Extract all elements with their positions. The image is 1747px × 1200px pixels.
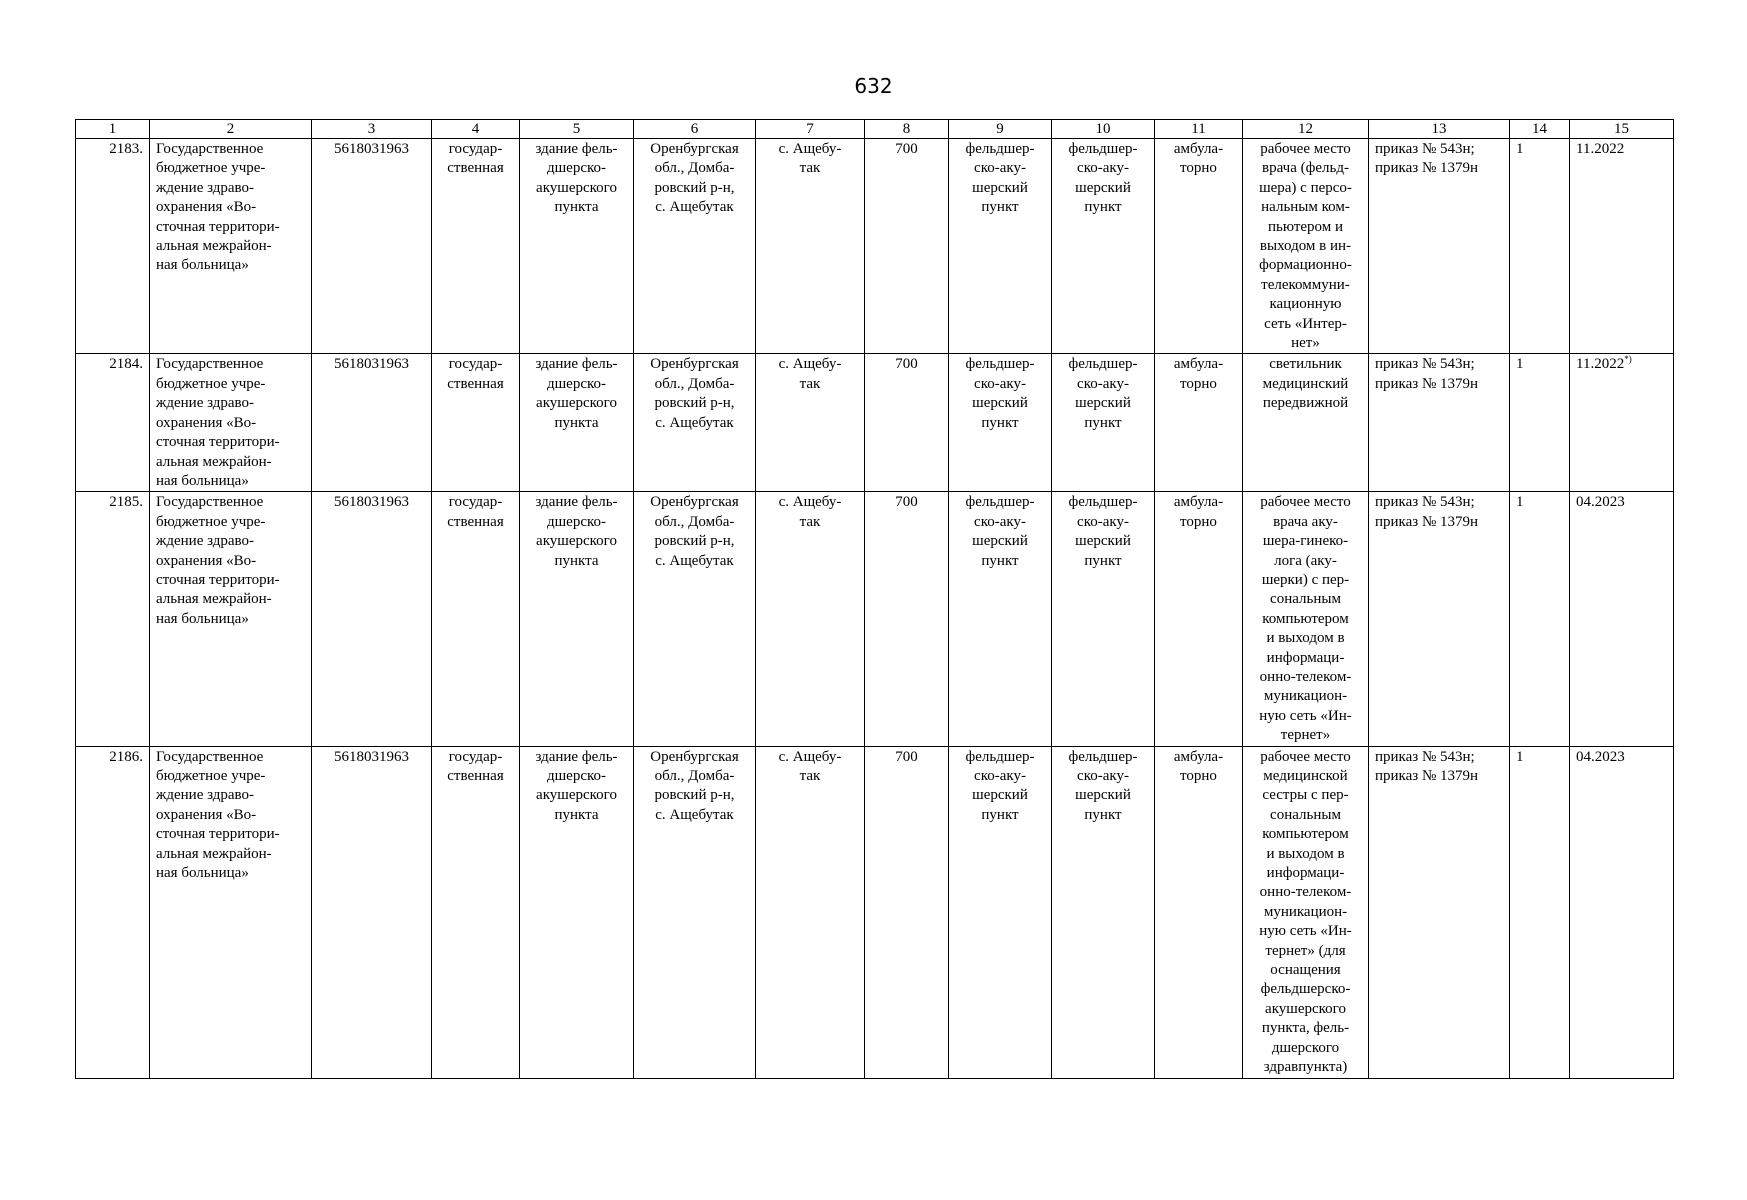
equipment-name-line: сестры с пер-: [1262, 787, 1349, 804]
organization-name-line: ная больница»: [156, 257, 249, 274]
address-line: Оренбургская: [650, 748, 739, 765]
column-number: 9: [949, 120, 1052, 139]
equipment-name-line: ную сеть «Ин-: [1259, 923, 1352, 940]
organization-name-line: Государственное: [156, 494, 264, 511]
unit-type-line: фельдшер-: [1068, 356, 1138, 373]
equipment-name-line: шера-гинеко-: [1262, 533, 1349, 550]
ownership-form-line: государ-: [448, 748, 503, 765]
organization-name-line: сточная территори-: [156, 218, 280, 235]
table-row: [76, 354, 1674, 492]
equipment-name-line: пункта, фель-: [1261, 1020, 1350, 1037]
unit-type-line: ско-аку-: [1077, 160, 1129, 177]
unit-type-cell: [1052, 746, 1155, 1078]
column-number: 14: [1510, 120, 1570, 139]
inn: 5618031963: [334, 356, 409, 373]
column-number: 12: [1243, 120, 1369, 139]
building-line: пункта: [554, 199, 599, 216]
address-cell: [634, 354, 756, 492]
inn-cell: [312, 354, 432, 492]
ownership-form-line: государ-: [448, 141, 503, 157]
facility-type-line: пункт: [981, 199, 1019, 216]
care-conditions-line: торно: [1180, 513, 1217, 530]
population-cell: [865, 139, 949, 354]
organization-name-line: альная межрайон-: [156, 238, 272, 255]
organization-name-line: Государственное: [156, 356, 264, 373]
unit-type-line: пункт: [1084, 552, 1122, 569]
date-cell: [1570, 354, 1674, 492]
quantity: 1: [1516, 494, 1524, 511]
equipment-name-line: формационно-: [1259, 257, 1352, 274]
equipment-name-line: фельдшерско-: [1260, 981, 1351, 998]
quantity: 1: [1516, 748, 1524, 765]
facility-type-line: шерский: [972, 533, 1028, 550]
column-number-row: [76, 120, 1674, 139]
ownership-form-cell: [432, 492, 520, 746]
row-number-cell: [76, 492, 150, 746]
order-reference-line: приказ № 1379н: [1375, 513, 1479, 530]
settlement-cell: [756, 746, 865, 1078]
building-line: акушерского: [536, 533, 617, 550]
date-cell: [1570, 139, 1674, 354]
address-line: ровский р-н,: [654, 179, 735, 196]
equipment-name-line: компьютером: [1262, 826, 1349, 843]
building-line: пункта: [554, 414, 599, 431]
date: 04.2023: [1576, 748, 1625, 765]
unit-type-line: фельдшер-: [1068, 494, 1138, 511]
unit-type-line: пункт: [1084, 199, 1122, 216]
settlement-line: так: [799, 768, 821, 784]
building-line: пункта: [554, 552, 599, 569]
building-cell: [520, 139, 634, 354]
equipment-name-line: кационную: [1269, 296, 1342, 313]
table-row: [76, 139, 1674, 354]
equipment-name-line: оснащения: [1270, 962, 1341, 979]
organization-name-line: ная больница»: [156, 865, 249, 882]
page-number: 632: [854, 74, 893, 98]
settlement-line: так: [799, 160, 821, 177]
unit-type-line: ско-аку-: [1077, 513, 1129, 530]
equipment-name-cell: [1243, 354, 1369, 492]
organization-name-cell: [150, 746, 312, 1078]
organization-name-line: ждение здраво-: [156, 395, 255, 412]
equipment-name-line: рабочее место: [1260, 748, 1351, 765]
inn-cell: [312, 139, 432, 354]
building-line: пункта: [554, 806, 599, 823]
facility-type-line: фельдшер-: [965, 494, 1035, 511]
inn: 5618031963: [334, 141, 409, 157]
organization-name-line: ждение здраво-: [156, 179, 255, 196]
equipment-name-line: передвижной: [1262, 395, 1349, 412]
equipment-name-line: онно-телеком-: [1259, 668, 1352, 685]
facility-type-line: ско-аку-: [974, 160, 1026, 177]
care-conditions-cell: [1155, 492, 1243, 746]
quantity-cell: [1510, 746, 1570, 1078]
column-number: 8: [865, 120, 949, 139]
building-line: акушерского: [536, 787, 617, 804]
address-line: с. Ащебутак: [655, 414, 734, 431]
unit-type-line: шерский: [1075, 787, 1131, 804]
date: 11.2022: [1576, 356, 1625, 373]
order-reference-line: приказ № 543н;: [1375, 748, 1475, 765]
equipment-name-line: лога (аку-: [1274, 552, 1337, 569]
unit-type-cell: [1052, 354, 1155, 492]
care-conditions-cell: [1155, 354, 1243, 492]
organization-name-cell: [150, 139, 312, 354]
order-reference-cell: [1369, 354, 1510, 492]
equipment-name-line: дшерского: [1271, 1039, 1340, 1056]
ownership-form-line: ственная: [447, 375, 504, 392]
equipment-name-line: ную сеть «Ин-: [1259, 707, 1352, 724]
facility-type-cell: [949, 746, 1052, 1078]
address-cell: [634, 139, 756, 354]
care-conditions-line: амбула-: [1173, 748, 1224, 765]
equipment-name-line: здравпункта): [1263, 1059, 1348, 1076]
order-reference-line: приказ № 1379н: [1375, 375, 1479, 392]
population-cell: [865, 492, 949, 746]
settlement-cell: [756, 492, 865, 746]
facility-type-line: пункт: [981, 414, 1019, 431]
care-conditions-line: амбула-: [1173, 356, 1224, 373]
address-line: обл., Домба-: [654, 375, 735, 392]
building-cell: [520, 746, 634, 1078]
facility-type-line: пункт: [981, 552, 1019, 569]
building-line: дшерско-: [546, 160, 607, 177]
building-line: дшерско-: [546, 768, 607, 784]
building-line: здание фель-: [535, 494, 618, 511]
unit-type-cell: [1052, 139, 1155, 354]
facility-type-line: пункт: [981, 806, 1019, 823]
facility-type-line: фельдшер-: [965, 356, 1035, 373]
quantity-cell: [1510, 354, 1570, 492]
unit-type-line: ско-аку-: [1077, 768, 1129, 784]
care-conditions-line: торно: [1180, 375, 1217, 392]
row-number-cell: [76, 354, 150, 492]
address-line: с. Ащебутак: [655, 806, 734, 823]
organization-name-line: бюджетное учре-: [156, 160, 266, 177]
organization-name-cell: [150, 354, 312, 492]
settlement-cell: [756, 354, 865, 492]
facility-type-line: шерский: [972, 179, 1028, 196]
population: 700: [895, 748, 918, 765]
address-line: обл., Домба-: [654, 513, 735, 530]
equipment-name-line: информаци-: [1266, 865, 1345, 882]
equipment-registry-table: [75, 119, 1674, 1079]
equipment-name-line: муникацион-: [1263, 688, 1348, 705]
unit-type-line: шерский: [1075, 533, 1131, 550]
settlement-line: так: [799, 513, 821, 530]
order-reference-line: приказ № 543н;: [1375, 356, 1475, 373]
address-line: обл., Домба-: [654, 768, 735, 784]
organization-name-line: альная межрайон-: [156, 591, 272, 608]
column-number: 5: [520, 120, 634, 139]
row-number: 2185.: [109, 494, 143, 511]
order-reference-line: приказ № 543н;: [1375, 494, 1475, 511]
organization-name-cell: [150, 492, 312, 746]
facility-type-line: ско-аку-: [974, 513, 1026, 530]
population: 700: [895, 356, 918, 373]
equipment-name-line: медицинской: [1263, 768, 1348, 784]
settlement-line: с. Ащебу-: [778, 494, 842, 511]
column-number: 11: [1155, 120, 1243, 139]
equipment-name-cell: [1243, 746, 1369, 1078]
column-number: 13: [1369, 120, 1510, 139]
equipment-name-cell: [1243, 492, 1369, 746]
facility-type-line: шерский: [972, 787, 1028, 804]
unit-type-cell: [1052, 492, 1155, 746]
equipment-name-line: выходом в ин-: [1259, 238, 1352, 255]
population: 700: [895, 141, 918, 157]
table-row: [76, 492, 1674, 746]
equipment-name-line: нальным ком-: [1261, 199, 1350, 216]
order-reference-cell: [1369, 139, 1510, 354]
inn-cell: [312, 492, 432, 746]
organization-name-line: охранения «Во-: [156, 806, 257, 823]
address-line: обл., Домба-: [654, 160, 735, 177]
building-cell: [520, 354, 634, 492]
unit-type-line: шерский: [1075, 179, 1131, 196]
equipment-name-line: телекоммуни-: [1261, 276, 1350, 293]
facility-type-cell: [949, 139, 1052, 354]
ownership-form-cell: [432, 354, 520, 492]
ownership-form-cell: [432, 139, 520, 354]
unit-type-line: шерский: [1075, 395, 1131, 412]
address-line: ровский р-н,: [654, 395, 735, 412]
unit-type-line: пункт: [1084, 414, 1122, 431]
settlement-cell: [756, 139, 865, 354]
organization-name-line: Государственное: [156, 141, 264, 157]
equipment-name-line: нет»: [1291, 335, 1320, 352]
population-cell: [865, 354, 949, 492]
organization-name-line: бюджетное учре-: [156, 768, 266, 784]
quantity: 1: [1516, 356, 1524, 373]
care-conditions-line: торно: [1180, 768, 1217, 784]
population: 700: [895, 494, 918, 511]
equipment-name-line: пьютером и: [1267, 218, 1344, 235]
organization-name-line: альная межрайон-: [156, 845, 272, 862]
care-conditions-cell: [1155, 746, 1243, 1078]
address-cell: [634, 492, 756, 746]
care-conditions-cell: [1155, 139, 1243, 354]
date-cell: [1570, 492, 1674, 746]
organization-name-line: ждение здраво-: [156, 533, 255, 550]
organization-name-line: ная больница»: [156, 610, 249, 627]
organization-name-line: сточная территори-: [156, 434, 280, 451]
equipment-name-line: рабочее место: [1260, 494, 1351, 511]
ownership-form-cell: [432, 746, 520, 1078]
building-line: здание фель-: [535, 356, 618, 373]
row-number-cell: [76, 139, 150, 354]
order-reference-line: приказ № 1379н: [1375, 768, 1479, 784]
equipment-name-cell: [1243, 139, 1369, 354]
population-cell: [865, 746, 949, 1078]
date-cell: [1570, 746, 1674, 1078]
row-number-cell: [76, 746, 150, 1078]
inn: 5618031963: [334, 494, 409, 511]
building-line: дшерско-: [546, 375, 607, 392]
order-reference-cell: [1369, 746, 1510, 1078]
organization-name-line: охранения «Во-: [156, 552, 257, 569]
row-number: 2186.: [109, 748, 143, 765]
quantity-cell: [1510, 139, 1570, 354]
building-line: дшерско-: [546, 513, 607, 530]
address-line: с. Ащебутак: [655, 552, 734, 569]
equipment-name-line: сональным: [1270, 806, 1341, 823]
settlement-line: с. Ащебу-: [778, 356, 842, 373]
equipment-name-line: шера) с персо-: [1259, 179, 1352, 196]
address-line: с. Ащебутак: [655, 199, 734, 216]
settlement-line: с. Ащебу-: [778, 748, 842, 765]
organization-name-line: ждение здраво-: [156, 787, 255, 804]
order-reference-line: приказ № 1379н: [1375, 160, 1479, 177]
column-number: 15: [1570, 120, 1674, 139]
equipment-name-line: медицинский: [1262, 375, 1349, 392]
date: 04.2023: [1576, 494, 1625, 511]
row-number: 2184.: [109, 356, 143, 373]
equipment-name-line: информаци-: [1266, 649, 1345, 666]
organization-name-line: ная больница»: [156, 472, 249, 489]
organization-name-line: Государственное: [156, 748, 264, 765]
equipment-name-line: рабочее место: [1260, 141, 1351, 157]
column-number: 10: [1052, 120, 1155, 139]
settlement-line: так: [799, 375, 821, 392]
organization-name-line: бюджетное учре-: [156, 513, 266, 530]
quantity: 1: [1516, 141, 1524, 157]
facility-type-line: фельдшер-: [965, 141, 1035, 157]
column-number: 4: [432, 120, 520, 139]
building-line: акушерского: [536, 395, 617, 412]
building-line: здание фель-: [535, 748, 618, 765]
facility-type-line: ско-аку-: [974, 768, 1026, 784]
equipment-name-line: врача аку-: [1273, 513, 1338, 530]
equipment-name-line: тернет»: [1280, 727, 1331, 744]
organization-name-line: сточная территори-: [156, 826, 280, 843]
equipment-name-line: муникацион-: [1263, 903, 1348, 920]
ownership-form-line: ственная: [447, 768, 504, 784]
quantity-cell: [1510, 492, 1570, 746]
equipment-name-line: сональным: [1270, 591, 1341, 608]
ownership-form-line: ственная: [447, 513, 504, 530]
date: 11.2022: [1576, 141, 1625, 157]
address-line: ровский р-н,: [654, 787, 735, 804]
equipment-name-line: и выходом в: [1266, 845, 1345, 862]
inn-cell: [312, 746, 432, 1078]
address-line: ровский р-н,: [654, 533, 735, 550]
care-conditions-line: амбула-: [1173, 141, 1224, 157]
row-number: 2183.: [109, 141, 143, 157]
organization-name-line: альная межрайон-: [156, 453, 272, 470]
facility-type-cell: [949, 354, 1052, 492]
facility-type-line: шерский: [972, 395, 1028, 412]
unit-type-line: фельдшер-: [1068, 748, 1138, 765]
facility-type-line: фельдшер-: [965, 748, 1035, 765]
building-cell: [520, 492, 634, 746]
order-reference-cell: [1369, 492, 1510, 746]
organization-name-line: охранения «Во-: [156, 199, 257, 216]
equipment-name-line: шерки) с пер-: [1261, 571, 1350, 588]
column-number: 6: [634, 120, 756, 139]
column-number: 7: [756, 120, 865, 139]
organization-name-line: охранения «Во-: [156, 414, 257, 431]
building-line: здание фель-: [535, 141, 618, 157]
column-number: 1: [76, 120, 150, 139]
order-reference-line: приказ № 543н;: [1375, 141, 1475, 157]
equipment-name-line: врача (фельд-: [1262, 160, 1349, 177]
address-cell: [634, 746, 756, 1078]
address-line: Оренбургская: [650, 141, 739, 157]
care-conditions-line: торно: [1180, 160, 1217, 177]
address-line: Оренбургская: [650, 356, 739, 373]
ownership-form-line: ственная: [447, 160, 504, 177]
facility-type-cell: [949, 492, 1052, 746]
inn: 5618031963: [334, 748, 409, 765]
table-row: [76, 746, 1674, 1078]
care-conditions-line: амбула-: [1173, 494, 1224, 511]
ownership-form-line: государ-: [448, 356, 503, 373]
organization-name-line: бюджетное учре-: [156, 375, 266, 392]
equipment-name-line: тернет» (для: [1265, 942, 1346, 959]
facility-type-line: ско-аку-: [974, 375, 1026, 392]
equipment-name-line: сеть «Интер-: [1264, 315, 1347, 332]
equipment-name-line: и выходом в: [1266, 630, 1345, 647]
unit-type-line: ско-аку-: [1077, 375, 1129, 392]
equipment-name-line: акушерского: [1265, 1000, 1346, 1017]
organization-name-line: сточная территори-: [156, 571, 280, 588]
unit-type-line: фельдшер-: [1068, 141, 1138, 157]
equipment-name-line: онно-телеком-: [1259, 884, 1352, 901]
equipment-name-line: светильник: [1269, 356, 1342, 373]
column-number: 2: [150, 120, 312, 139]
column-number: 3: [312, 120, 432, 139]
settlement-line: с. Ащебу-: [778, 141, 842, 157]
address-line: Оренбургская: [650, 494, 739, 511]
footnote-mark: *): [1624, 354, 1632, 365]
building-line: акушерского: [536, 179, 617, 196]
ownership-form-line: государ-: [448, 494, 503, 511]
equipment-name-line: компьютером: [1262, 610, 1349, 627]
unit-type-line: пункт: [1084, 806, 1122, 823]
